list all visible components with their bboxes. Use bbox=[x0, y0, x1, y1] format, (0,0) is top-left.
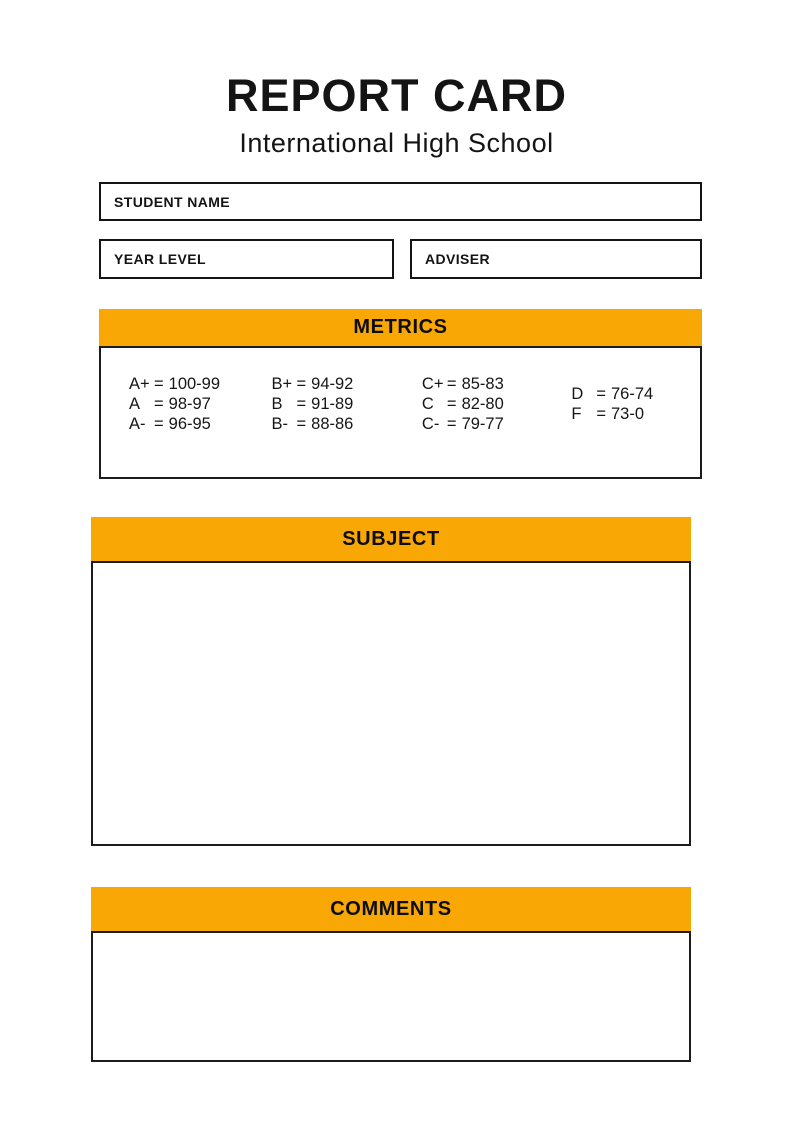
metrics-header-title: METRICS bbox=[353, 316, 448, 338]
subject-entry-area[interactable] bbox=[91, 561, 691, 846]
comments-header-bar bbox=[91, 887, 691, 931]
metric-line: B- = 88-86 bbox=[271, 415, 354, 433]
page-title: REPORT CARD bbox=[225, 70, 567, 121]
metric-line: A = 98-97 bbox=[129, 395, 211, 413]
metrics-column-b bbox=[272, 374, 422, 477]
year-level-field[interactable] bbox=[99, 239, 394, 279]
adviser-field[interactable] bbox=[410, 239, 702, 279]
metrics-grading-scale bbox=[99, 346, 702, 479]
metrics-column-c bbox=[422, 374, 571, 477]
metrics-column-a bbox=[129, 374, 272, 477]
page-subtitle: International High School bbox=[239, 128, 554, 158]
metric-line: A+ = 100-99 bbox=[129, 375, 221, 393]
metric-line: B+ = 94-92 bbox=[271, 375, 354, 393]
metric-line: C = 82-80 bbox=[421, 395, 504, 413]
year-level-label: YEAR LEVEL bbox=[114, 251, 206, 267]
metric-line: F = 73-0 bbox=[571, 405, 645, 423]
metric-line: C+ = 85-83 bbox=[421, 375, 504, 393]
metric-line: D = 76-74 bbox=[571, 385, 654, 403]
comments-entry-area[interactable] bbox=[91, 931, 691, 1062]
subject-header-title: SUBJECT bbox=[342, 527, 440, 550]
metrics-header-bar bbox=[99, 309, 702, 346]
subject-header-bar bbox=[91, 517, 691, 561]
metric-line: A- = 96-95 bbox=[129, 415, 211, 433]
metric-line: B = 91-89 bbox=[271, 395, 354, 413]
student-name-field[interactable] bbox=[99, 182, 702, 221]
student-name-label: STUDENT NAME bbox=[114, 193, 231, 210]
metric-line: C- = 79-77 bbox=[421, 415, 504, 433]
metrics-column-df bbox=[571, 374, 700, 477]
comments-header-title: COMMENTS bbox=[330, 897, 452, 920]
adviser-label: ADVISER bbox=[425, 251, 491, 267]
